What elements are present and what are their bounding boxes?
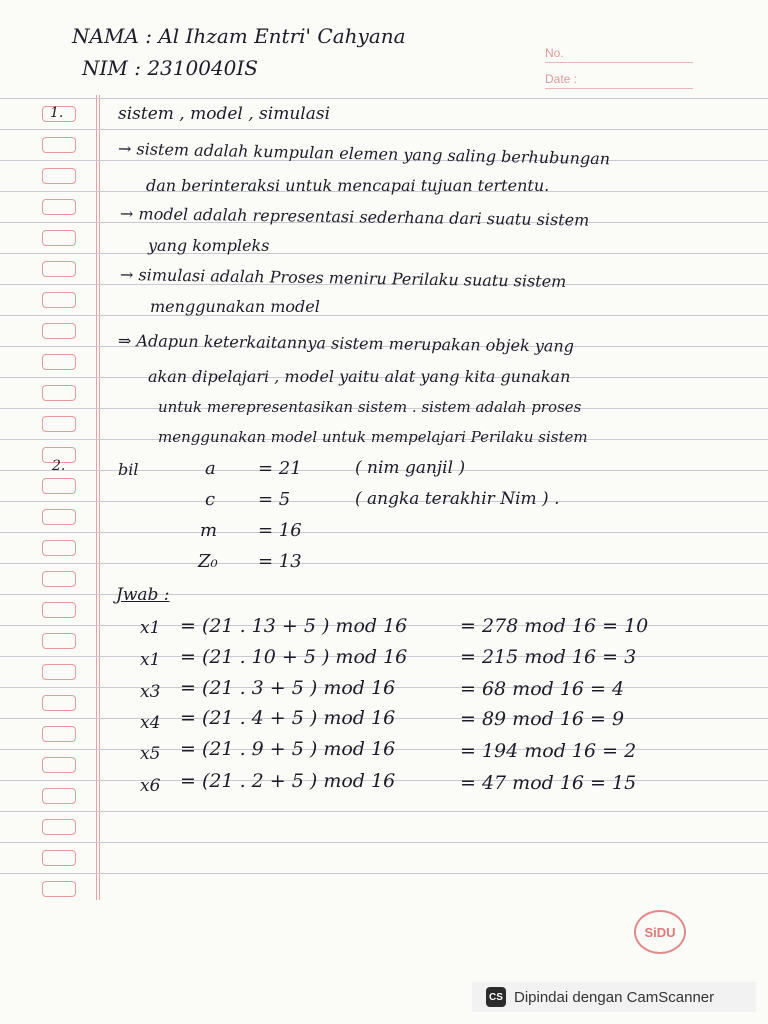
- margin-box: [42, 850, 76, 866]
- margin-box: [42, 323, 76, 339]
- given-var: a: [205, 458, 216, 479]
- ruled-line: [0, 98, 768, 99]
- q1-line: untuk merepresentasikan sistem . sistem adalah proses: [158, 398, 582, 416]
- calc-expr: = (21 . 4 + 5 ) mod 16: [180, 707, 396, 729]
- calc-expr: = (21 . 3 + 5 ) mod 16: [180, 677, 396, 699]
- given-var: Z₀: [198, 551, 218, 572]
- ruled-line: [0, 315, 768, 316]
- ruled-line: [0, 253, 768, 254]
- sidu-logo-stamp: SiDU: [634, 910, 686, 954]
- margin-box: [42, 819, 76, 835]
- ruled-line: [0, 563, 768, 564]
- q1-number: 1.: [50, 105, 64, 121]
- calc-var: x6: [140, 776, 161, 796]
- no-label: No.: [545, 46, 564, 60]
- margin-box: [42, 571, 76, 587]
- q2-number: 2.: [52, 458, 66, 474]
- given-var: c: [205, 489, 216, 510]
- ruled-line: [0, 811, 768, 812]
- ruled-line: [0, 532, 768, 533]
- margin-box: [42, 199, 76, 215]
- margin-box: [42, 354, 76, 370]
- calc-var: x5: [140, 744, 161, 764]
- calc-result: = 89 mod 16 = 9: [460, 708, 625, 730]
- margin-box: [42, 540, 76, 556]
- given-label: bil: [118, 460, 139, 479]
- given-note: ( angka terakhir Nim ) .: [355, 489, 560, 509]
- date-label: Date :: [545, 72, 578, 86]
- calc-expr: = (21 . 13 + 5 ) mod 16: [180, 615, 408, 637]
- margin-box: [42, 757, 76, 773]
- margin-box: [42, 695, 76, 711]
- q1-line: akan dipelajari , model yaitu alat yang kita gunakan: [148, 367, 571, 386]
- q1-line: ⇒ Adapun keterkaitannya sistem merupakan objek yang: [117, 331, 575, 356]
- q1-line: → simulasi adalah Proses meniru Perilaku suatu sistem: [119, 265, 567, 292]
- no-line: [545, 62, 693, 63]
- calc-var: x1: [140, 618, 161, 638]
- margin-box: [42, 788, 76, 804]
- margin-box: [42, 292, 76, 308]
- margin-box: [42, 602, 76, 618]
- given-var: m: [200, 520, 218, 541]
- margin-box: [42, 509, 76, 525]
- student-name: NAMA : Al Ihzam Entri' Cahyana: [72, 24, 406, 48]
- margin-box: [42, 633, 76, 649]
- margin-box: [42, 478, 76, 494]
- margin-box: [42, 230, 76, 246]
- camscanner-badge: [472, 982, 756, 1012]
- jawab-label: Jwab :: [116, 585, 170, 605]
- calc-result: = 215 mod 16 = 3: [460, 646, 637, 668]
- q1-line: → model adalah representasi sederhana dari suatu sistem: [119, 204, 590, 230]
- calc-result: = 278 mod 16 = 10: [460, 615, 649, 637]
- ruled-line: [0, 873, 768, 874]
- given-value: = 16: [258, 520, 302, 541]
- margin-box: [42, 168, 76, 184]
- margin-box: [42, 261, 76, 277]
- ruled-line: [0, 842, 768, 843]
- margin-box: [42, 137, 76, 153]
- margin-box: [42, 385, 76, 401]
- given-note: ( nim ganjil ): [355, 458, 466, 478]
- calc-var: x3: [140, 682, 161, 702]
- calc-expr: = (21 . 9 + 5 ) mod 16: [180, 738, 396, 760]
- q1-line: → sistem adalah kumpulan elemen yang saling berhubungan: [117, 139, 611, 169]
- given-value: = 21: [258, 458, 302, 479]
- calc-result: = 68 mod 16 = 4: [460, 678, 625, 700]
- q1-line: menggunakan model: [150, 297, 320, 316]
- camscanner-text: Dipindai dengan CamScanner: [514, 988, 715, 1006]
- q1-line: menggunakan model untuk mempelajari Perilaku sistem: [158, 428, 588, 446]
- calc-var: x4: [140, 713, 161, 733]
- calc-var: x1: [140, 650, 161, 670]
- q1-line: yang kompleks: [148, 236, 270, 255]
- given-value: = 5: [258, 489, 291, 510]
- ruled-line: [0, 129, 768, 130]
- margin-box: [42, 664, 76, 680]
- date-line: [545, 88, 693, 89]
- margin-box: [42, 726, 76, 742]
- calc-expr: = (21 . 10 + 5 ) mod 16: [180, 646, 408, 668]
- margin-box: [42, 881, 76, 897]
- camscanner-icon: CS: [486, 987, 506, 1007]
- q1-line: dan berinteraksi untuk mencapai tujuan tertentu.: [146, 176, 550, 195]
- margin-box: [42, 416, 76, 432]
- q1-title: sistem , model , simulasi: [118, 104, 331, 124]
- calc-result: = 47 mod 16 = 15: [460, 772, 637, 794]
- calc-expr: = (21 . 2 + 5 ) mod 16: [180, 770, 396, 792]
- given-value: = 13: [258, 551, 302, 572]
- student-nim: NIM : 2310040IS: [82, 56, 259, 80]
- calc-result: = 194 mod 16 = 2: [460, 740, 637, 762]
